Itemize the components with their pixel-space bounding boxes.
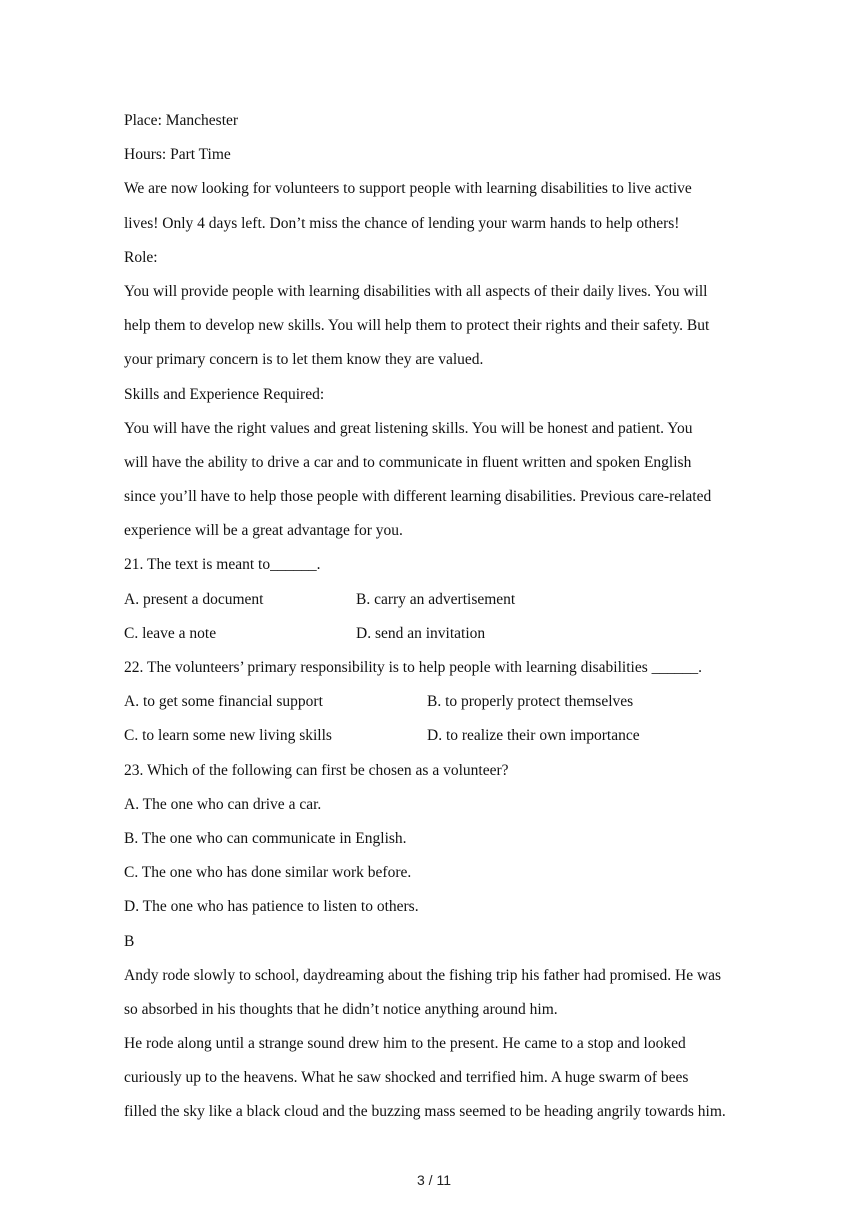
role-line: You will provide people with learning disabilities with all aspects of their daily lives. You will bbox=[124, 282, 708, 300]
question-23-option-a: A. The one who can drive a car. bbox=[124, 795, 322, 813]
question-22-option-b: B. to properly protect themselves bbox=[427, 693, 634, 711]
page-content bbox=[124, 104, 764, 1130]
question-23-option-c: C. The one who has done similar work before. bbox=[124, 864, 412, 882]
passage-b-line: so absorbed in his thoughts that he didn’t notice anything around him. bbox=[124, 1000, 558, 1018]
question-21-option-d: D. send an invitation bbox=[356, 624, 486, 642]
role-heading: Role: bbox=[124, 248, 158, 266]
role-line: your primary concern is to let them know they are valued. bbox=[124, 351, 484, 369]
passage-b-line: filled the sky like a black cloud and the buzzing mass seemed to be heading angrily towards him. bbox=[124, 1103, 726, 1121]
question-22-options-row-1 bbox=[124, 685, 764, 719]
question-21-stem: 21. The text is meant to______. bbox=[124, 556, 321, 574]
skills-line: since you’ll have to help those people with different learning disabilities. Previous care-related bbox=[124, 488, 712, 506]
role-line: help them to develop new skills. You will help them to protect their rights and their safety. But bbox=[124, 317, 710, 335]
place-line: Place: Manchester bbox=[124, 112, 239, 129]
question-22-stem: 22. The volunteers’ primary responsibility is to help people with learning disabilities ______. bbox=[124, 659, 702, 676]
passage-b-heading: B bbox=[124, 932, 135, 950]
question-23-stem: 23. Which of the following can first be chosen as a volunteer? bbox=[124, 761, 509, 779]
question-21-options-row-1 bbox=[124, 583, 764, 617]
question-22-option-a: A. to get some financial support bbox=[124, 693, 323, 711]
question-23-option-d: D. The one who has patience to listen to others. bbox=[124, 898, 419, 916]
skills-line: will have the ability to drive a car and to communicate in fluent written and spoken English bbox=[124, 453, 692, 471]
intro-line: lives! Only 4 days left. Don’t miss the chance of lending your warm hands to help others! bbox=[124, 214, 680, 232]
question-21-option-c: C. leave a note bbox=[124, 624, 217, 642]
skills-heading: Skills and Experience Required: bbox=[124, 385, 325, 403]
skills-line: experience will be a great advantage for you. bbox=[124, 522, 403, 540]
passage-b-line: Andy rode slowly to school, daydreaming about the fishing trip his father had promised. He was bbox=[124, 966, 722, 984]
question-22-option-d: D. to realize their own importance bbox=[427, 727, 640, 745]
question-21-option-b: B. carry an advertisement bbox=[356, 590, 516, 608]
question-23-option-b: B. The one who can communicate in English. bbox=[124, 829, 407, 847]
question-21-option-a: A. present a document bbox=[124, 590, 264, 608]
question-22-options-row-2 bbox=[124, 719, 764, 753]
skills-line: You will have the right values and great listening skills. You will be honest and patient. You bbox=[124, 419, 693, 437]
passage-b-line: curiously up to the heavens. What he saw shocked and terrified him. A huge swarm of bees bbox=[124, 1069, 689, 1087]
hours-line: Hours: Part Time bbox=[124, 146, 231, 164]
question-22-option-c: C. to learn some new living skills bbox=[124, 727, 332, 745]
intro-line: We are now looking for volunteers to support people with learning disabilities to live active bbox=[124, 180, 692, 198]
passage-b-line: He rode along until a strange sound drew him to the present. He came to a stop and looked bbox=[124, 1035, 686, 1053]
page-number: 3 / 11 bbox=[417, 1172, 451, 1188]
question-21-options-row-2 bbox=[124, 617, 764, 651]
